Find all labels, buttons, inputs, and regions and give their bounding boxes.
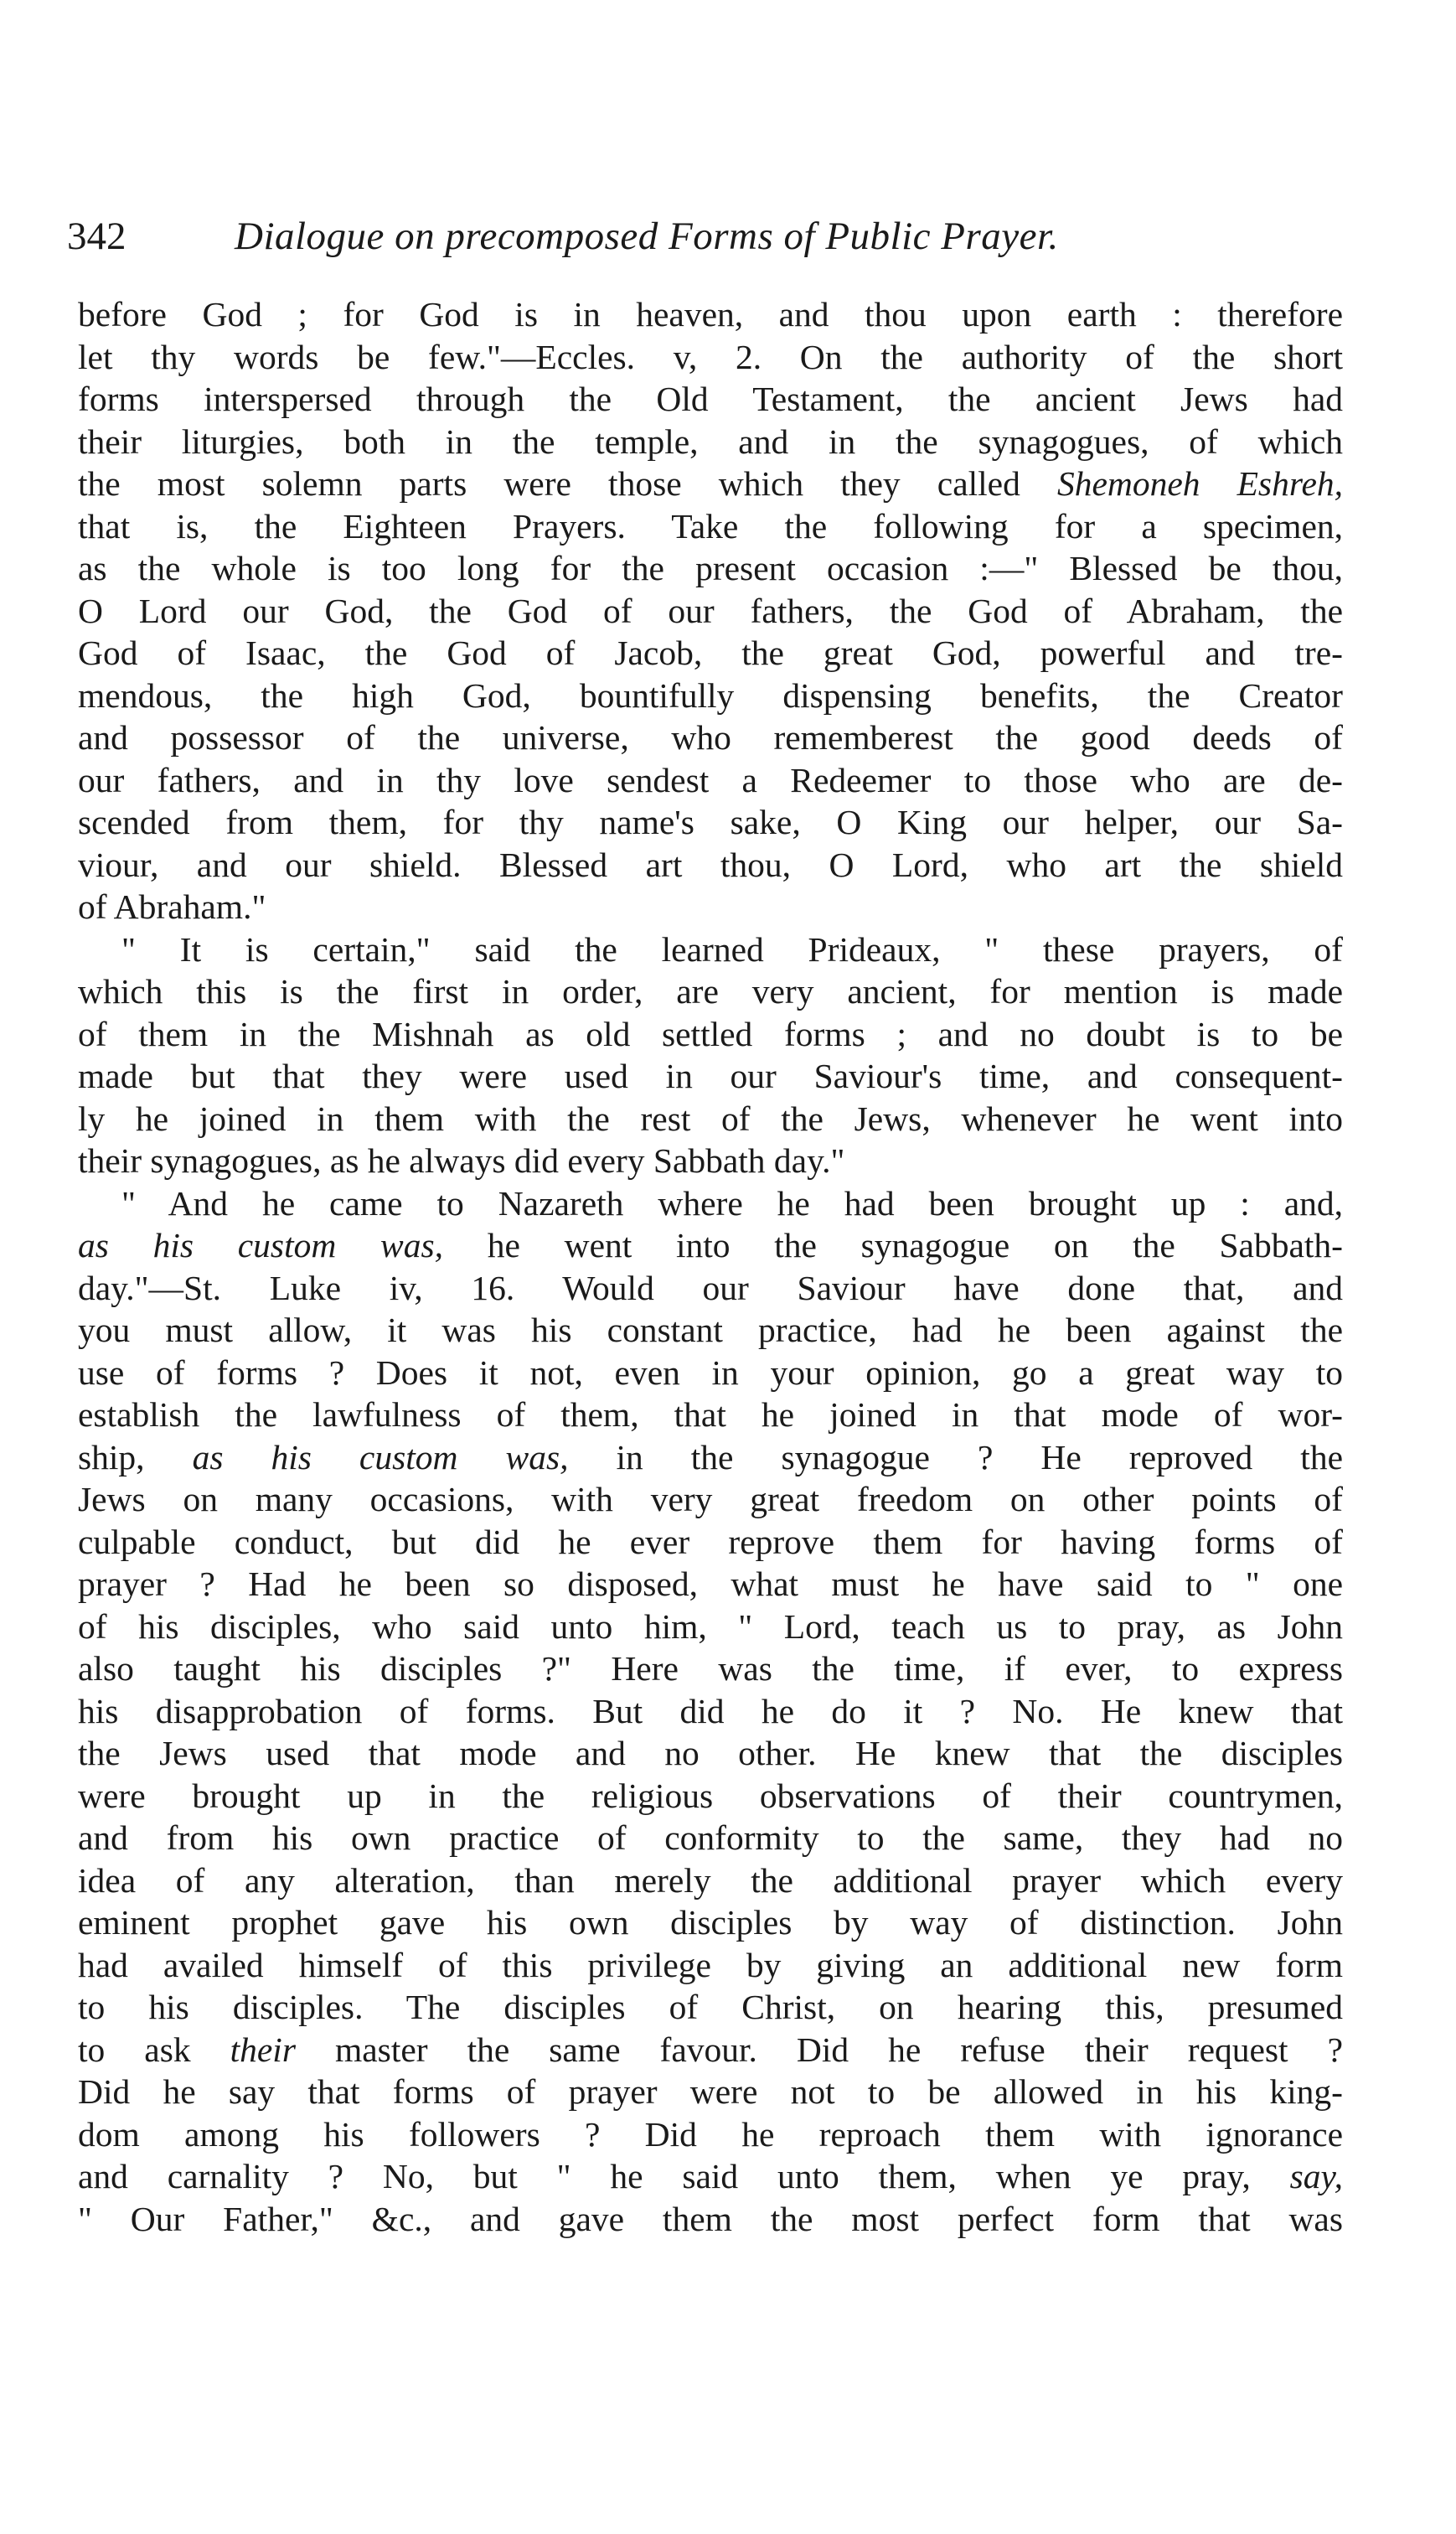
text-line: as the whole is too long for the present occasion :—" Blessed be thou, bbox=[78, 549, 1343, 587]
text-line: " It is certain," said the learned Prideaux, " these prayers, of bbox=[121, 929, 1343, 969]
text-line: scended from them, for thy name's sake, O King our helper, our Sa- bbox=[78, 803, 1343, 841]
text-run: he went into the synagogue on the Sabbath- bbox=[443, 1226, 1343, 1264]
text-line bbox=[78, 2155, 1343, 2198]
text-run: in the synagogue ? He reproved the bbox=[568, 1437, 1343, 1476]
text-line: before God ; for God is in heaven, and thou upon earth : therefore bbox=[78, 295, 1343, 334]
text-line: dom among his followers ? Did he reproach them with ignorance bbox=[78, 2114, 1343, 2154]
text-line: Did he say that forms of prayer were not to be allowed in his king- bbox=[78, 2072, 1343, 2111]
italic-text-run: Shemoneh Eshreh, bbox=[1056, 464, 1343, 503]
text-line: and possessor of the universe, who rememberest the good deeds of bbox=[78, 718, 1343, 757]
text-run: and carnality ? No, but " he said unto them, when ye pray, bbox=[78, 2157, 1290, 2195]
text-line: to his disciples. The disciples of Christ, on hearing this, presumed bbox=[78, 1988, 1343, 2026]
text-line: and from his own practice of conformity to the same, they had no bbox=[78, 1818, 1343, 1857]
running-head bbox=[67, 211, 1340, 261]
text-line: use of forms ? Does it not, even in your opinion, go a great way to bbox=[78, 1352, 1343, 1392]
text-line: that is, the Eighteen Prayers. Take the following for a specimen, bbox=[78, 506, 1343, 546]
text-line: which this is the first in order, are very ancient, for mention is made bbox=[78, 972, 1343, 1011]
text-line: mendous, the high God, bountifully dispensing benefits, the Creator bbox=[78, 675, 1343, 715]
text-line: of them in the Mishnah as old settled forms ; and no doubt is to be bbox=[78, 1014, 1343, 1053]
text-line: day."—St. Luke iv, 16. Would our Saviour have done that, and bbox=[78, 1268, 1343, 1307]
body-text bbox=[78, 293, 1343, 2240]
text-line: their synagogues, as he always did every Sabbath day." bbox=[78, 1141, 845, 1180]
text-line: of his disciples, who said unto him, " Lord, teach us to pray, as John bbox=[78, 1606, 1343, 1646]
text-line: made but that they were used in our Saviour's time, and consequent- bbox=[78, 1057, 1343, 1095]
text-line: our fathers, and in thy love sendest a Redeemer to those who are de- bbox=[78, 760, 1343, 799]
text-line: their liturgies, both in the temple, and in the synagogues, of which bbox=[78, 421, 1343, 461]
text-line: the Jews used that mode and no other. He knew that the disciples bbox=[78, 1734, 1343, 1772]
text-run: ship, bbox=[78, 1437, 193, 1476]
page-number: 342 bbox=[67, 215, 126, 258]
text-line: eminent prophet gave his own disciples by way of distinction. John bbox=[78, 1903, 1343, 1942]
text-line: idea of any alteration, than merely the additional prayer which every bbox=[78, 1860, 1343, 1900]
running-title: Dialogue on precomposed Forms of Public Prayer. bbox=[235, 215, 1059, 258]
text-line: let thy words be few."—Eccles. v, 2. On the authority of the short bbox=[78, 337, 1343, 376]
text-line: establish the lawfulness of them, that he joined in that mode of wor- bbox=[78, 1395, 1343, 1434]
text-line: O Lord our God, the God of our fathers, the God of Abraham, the bbox=[78, 591, 1343, 630]
text-line bbox=[78, 463, 1343, 505]
text-line: of Abraham." bbox=[78, 887, 266, 926]
italic-text-run: their bbox=[230, 2030, 296, 2069]
text-line: also taught his disciples ?" Here was the time, if ever, to express bbox=[78, 1649, 1343, 1688]
text-line: " And he came to Nazareth where he had been brought up : and, bbox=[121, 1183, 1343, 1223]
text-line bbox=[78, 1224, 1343, 1267]
text-line: " Our Father," &c., and gave them the most perfect form that was bbox=[78, 2199, 1343, 2238]
text-line: culpable conduct, but did he ever reprove them for having forms of bbox=[78, 1522, 1343, 1561]
text-run: master the same favour. Did he refuse their request ? bbox=[295, 2030, 1343, 2069]
text-line: you must allow, it was his constant practice, had he been against the bbox=[78, 1311, 1343, 1349]
text-line: were brought up in the religious observations of their countrymen, bbox=[78, 1776, 1343, 1815]
text-run: to ask bbox=[78, 2030, 230, 2069]
text-line: ly he joined in them with the rest of the Jews, whenever he went into bbox=[78, 1099, 1343, 1138]
text-line: prayer ? Had he been so disposed, what must he have said to " one bbox=[78, 1564, 1343, 1603]
text-line: God of Isaac, the God of Jacob, the great God, powerful and tre- bbox=[78, 634, 1343, 672]
text-line: Jews on many occasions, with very great freedom on other points of bbox=[78, 1480, 1343, 1518]
italic-text-run: as his custom was, bbox=[192, 1437, 569, 1476]
text-line bbox=[78, 2029, 1343, 2071]
italic-text-run: as his custom was, bbox=[78, 1226, 443, 1264]
text-line: viour, and our shield. Blessed art thou, O Lord, who art the shield bbox=[78, 845, 1343, 884]
text-line: his disapprobation of forms. But did he do it ? No. He knew that bbox=[78, 1691, 1343, 1730]
text-line bbox=[78, 1436, 1343, 1479]
italic-text-run: say, bbox=[1289, 2157, 1343, 2195]
text-run: the most solemn parts were those which they called bbox=[78, 464, 1057, 503]
text-line: forms interspersed through the Old Testament, the ancient Jews had bbox=[78, 380, 1343, 418]
text-line: had availed himself of this privilege by giving an additional new form bbox=[78, 1945, 1343, 1984]
